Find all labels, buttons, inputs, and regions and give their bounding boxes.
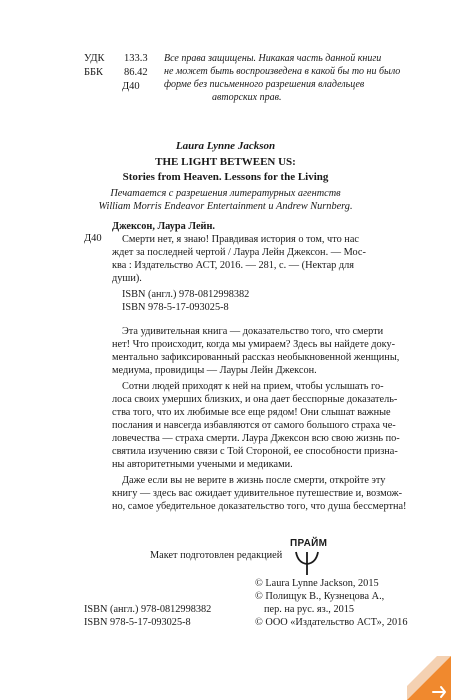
catalog-line: Смерти нет, я знаю! Правдивая история о том, что нас <box>122 234 359 245</box>
copyright-line: © Полищук В., Кузнецова А., <box>255 591 385 602</box>
original-author: Laura Lynne Jackson <box>175 140 276 152</box>
annotation-line: ны авторитетными учеными и медиками. <box>112 459 293 470</box>
annotation-line: но, самое убедительное доказательство того, что душа бессмертна! <box>112 501 407 512</box>
original-title: THE LIGHT BETWEEN US: <box>155 156 296 168</box>
rights-notice <box>164 52 401 104</box>
annotation-line: ства того, что их любимые все еще рядом! Они слышат важные <box>112 407 391 418</box>
rights-line: форме без письменного разрешения владельцев <box>164 79 365 90</box>
catalog-isbn: ISBN 978-5-17-093025-8 <box>122 302 229 313</box>
copyright-line: © ООО «Издательство АСТ», 2016 <box>255 617 408 628</box>
annotation-line: послания и навсегда избавляются от самого большого страха че- <box>112 420 396 431</box>
annotation-line: ментально зафиксированный рассказ необыкновенной женщины, <box>112 352 400 363</box>
bbk-label: ББК <box>84 67 104 78</box>
rights-line: авторских прав. <box>212 92 282 103</box>
annotation-line: Сотни людей приходят к ней на прием, чтобы услышать го- <box>122 381 384 392</box>
annotation-line: нет! Что происходит, когда мы умираем? Здесь вы найдете доку- <box>112 339 396 350</box>
annotation-line: Эта удивительная книга — доказательство того, что смерти <box>122 326 384 337</box>
annotation-line: Даже если вы не верите в жизнь после смерти, откройте эту <box>122 475 386 486</box>
catalog-line: ква : Издательство АСТ, 2016. — 281, с. — (Нектар для <box>112 260 354 271</box>
bbk-value: 86.42 <box>124 67 148 78</box>
annotation-line: лоса своих умерших близких, и она дает бесспорные доказатель- <box>112 394 398 405</box>
annotation-line: книгу — здесь вас ожидает удивительное путешествие и, возмож- <box>112 488 403 499</box>
catalog-line: ждет за последней чертой / Лаура Лейн Джексон. — Мос- <box>112 247 366 258</box>
catalog-line: души). <box>112 273 142 284</box>
editorial-note: Макет подготовлен редакцией <box>150 550 283 561</box>
trident-icon <box>290 550 324 576</box>
footer-isbn: ISBN 978-5-17-093025-8 <box>84 617 191 628</box>
udk-label: УДК <box>84 53 105 64</box>
page-corner-icon[interactable] <box>407 656 451 700</box>
agency-notice: Печатается с разрешения литературных агентств <box>110 188 341 199</box>
cutter-index: Д40 <box>122 81 140 92</box>
rights-line: Все права защищены. Никакая часть данной книги <box>164 53 382 64</box>
annotation-line: медиума, провидицы — Лауры Лейн Джексон. <box>112 365 317 376</box>
catalog-code: Д40 <box>84 233 102 244</box>
agency-names: William Morris Endeavor Entertainment и Andrew Nurnberg. <box>98 201 353 212</box>
annotation-line: ловечества — страха смерти. Лаура Джексон всю свою жизнь по- <box>112 433 400 444</box>
original-subtitle: Stories from Heaven. Lessons for the Living <box>122 171 329 183</box>
rights-line: не может быть воспроизведена в какой бы то ни было <box>164 66 401 77</box>
catalog-isbn: ISBN (англ.) 978-0812998382 <box>122 289 250 300</box>
publisher-logo-text: ПРАЙМ <box>290 538 328 549</box>
footer-isbn: ISBN (англ.) 978-0812998382 <box>84 604 212 615</box>
copyright-line: © Laura Lynne Jackson, 2015 <box>255 578 379 589</box>
catalog-author-heading: Джексон, Лаура Лейн. <box>112 221 215 232</box>
copyright-line: пер. на рус. яз., 2015 <box>264 604 355 615</box>
udk-value: 133.3 <box>124 53 148 64</box>
annotation-line: святила изучению связи с Той Стороной, ее способности призна- <box>112 446 398 457</box>
